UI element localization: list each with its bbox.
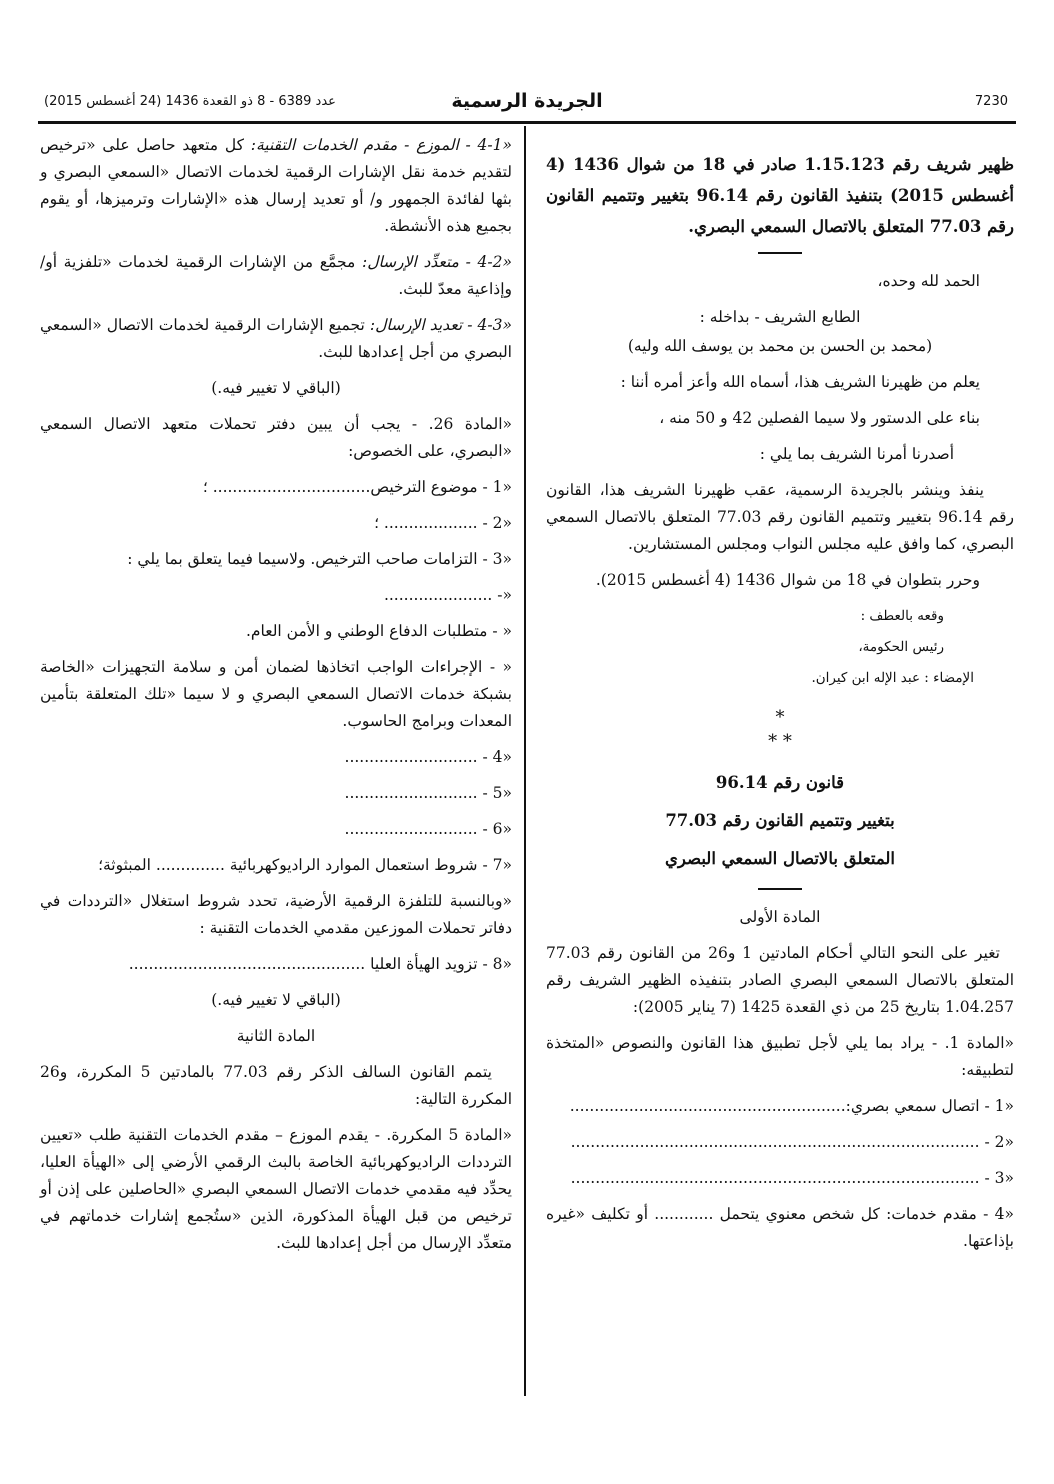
definition-4-2 (40, 249, 512, 303)
definition-4-2-label: «4-2 - متعدِّد الإرسال: (361, 253, 512, 271)
head-of-government: رئيس الحكومة، (858, 638, 944, 655)
left-column (40, 132, 512, 1266)
law-amend: بتغيير وتتميم القانون رقم 77.03 (665, 810, 895, 830)
separator-stars: * * (768, 730, 792, 752)
seal-name: (محمد بن الحسن بن محمد بن يوسف الله وليه) (627, 336, 933, 355)
article2-heading: المادة الثانية (236, 1027, 316, 1045)
header-rule (38, 121, 1016, 124)
item-7: «7 - شروط استعمال الموارد الراديوكهربائية .............. المبثوثة؛ (98, 856, 512, 874)
article-26: «المادة 26. - يجب أن يبين دفتر تحملات متعهد الاتصال السمعي «البصري، على الخصوص: (40, 415, 512, 460)
definition-4-3-label: «4-3 - تعديد الإرسال: (369, 316, 512, 334)
law-divider (758, 888, 802, 890)
item-6: «6 - ........................... (344, 820, 512, 838)
seal-line: الطابع الشريف - بداخله : (699, 307, 861, 326)
item-1: «1 - موضوع الترخيص................................ ؛ (202, 478, 512, 496)
basis-line: بناء على الدستور ولا سيما الفصلين 42 و 50 منه ، (659, 408, 980, 427)
article1-intro: تغير على النحو التالي أحكام المادتين 1 و26 من القانون رقم 77.03 المتعلق بالاتصال السمعي البصري الصادر بتنفيذه الظهير الشريف رقم 1.04.257 بتاريخ 25 من ذي القعدة 1425 (7 يناير 2005): (546, 943, 1014, 1016)
decree-line: أصدرنا أمرنا الشريف بما يلي : (759, 444, 954, 463)
item-8: «8 - تزويد الهيأة العليا ................................................ (128, 955, 512, 973)
definition-4-3 (40, 312, 512, 366)
separator-star: * (775, 706, 785, 728)
dahir-title: ظهير شريف رقم 1.15.123 صادر في 18 من شوال 1436 (4 أغسطس 2015) بتنفيذ القانون رقم 96.14 بتغيير وتتميم القانون رقم 77.03 المتعلق بالاتصال السمعي البصري. (546, 154, 1015, 236)
announce-line: يعلم من ظهيرنا الشريف هذا، أسماه الله وأعز أمره أننا : (620, 372, 980, 391)
article-5-bis: «المادة 5 المكررة. - يقدم الموزع – مقدم الخدمات التقنية طلب «تعيين الترددات الراديوكهربائية الخاصة بالبث الرقمي الأرضي إلى «الهيأة العليا، يحدِّد فيه مقدمي خدمات الاتصال السمعي البصري «الحاصلين على إذن أو ترخيص من قبل الهيأة المذكورة، الذين «ستُجمع إشارات خدماتهم في متعدِّد الإرسال من أجل إعدادها للبث. (40, 1126, 512, 1252)
item-3c: « - الإجراءات الواجب اتخاذها لضمان أمن و سلامة التجهيزات «الخاصة بشبكة خدمات الاتصال السمعي البصري و لا سيما «تلك المتعلقة بتأمين المعدات وبرامج الحاسوب. (40, 658, 512, 730)
article1-heading: المادة الأولى (739, 907, 821, 926)
item-3: «3 - التزامات صاحب الترخيص. ولاسيما فيما يتعلق بما يلي : (127, 550, 512, 568)
item-3a: «- ...................... (383, 586, 512, 604)
item-3b: « - متطلبات الدفاع الوطني و الأمن العام. (245, 622, 512, 640)
item-2: «2 - ................... ؛ (374, 514, 512, 532)
publish-paragraph: ينفذ وينشر بالجريدة الرسمية، عقب ظهيرنا الشريف هذا، القانون رقم 96.14 بتغيير وتتميم القانون رقم 77.03 المتعلق بالاتصال السمعي البصري، كما وافق عليه مجلس النواب ومجلس المستشارين. (546, 480, 1014, 553)
article1-quote: «المادة 1. - يراد بما يلي لأجل تطبيق هذا القانون والنصوص «المتخذة لتطبيقه: (546, 1033, 1014, 1079)
item-4: «4 - ........................... (344, 748, 512, 766)
unchanged-note-2: (الباقي لا تغيير فيه.) (211, 991, 341, 1009)
definition-4-1-text: كل متعهد حاصل على «ترخيص لتقديم خدمة نقل الإشارات الرقمية لخدمات الاتصال «السمعي البصري و بثها لفائدة الجمهور و/ أو تعديد إرسال هذه «الإشارات وترميزها، أو يقوم بجميع هذه الأنشطة. (40, 136, 512, 235)
definition-4-2-text: مجمَّع من الإشارات الرقمية لخدمات «تلفزية أو/ وإذاعية معدّ للبث. (40, 253, 512, 298)
title-divider (758, 252, 802, 254)
unchanged-note-1: (الباقي لا تغيير فيه.) (211, 379, 341, 397)
issue-info: عدد 6389 - 8 ذو القعدة 1436 (24 أغسطس 2015) (44, 94, 336, 109)
done-at: وحرر بتطوان في 18 من شوال 1436 (4 أغسطس 2015). (595, 570, 980, 589)
definition-4-3-text: تجميع الإشارات الرقمية لخدمات الاتصال «السمعي البصري من أجل إعدادها للبث. (40, 316, 512, 361)
gazette-title: الجريدة الرسمية (451, 90, 603, 112)
right-column (546, 132, 1014, 1264)
definition-4-1-label: «4-1 - الموزع - مقدم الخدمات التقنية: (250, 136, 512, 154)
countersign: وقعه بالعطف : (860, 607, 944, 624)
page-header (40, 90, 1014, 120)
item-5: «5 - ........................... (344, 784, 512, 802)
law-subject: المتعلق بالاتصال السمعي البصري (665, 848, 895, 868)
definition-4: «4 - مقدم خدمات: كل شخص معنوي يتحمل ............ أو تكليف «غيره بإذاعتها. (546, 1204, 1014, 1250)
signature: الإمضاء : عبد الإله ابن كيران. (811, 669, 974, 686)
praise-line: الحمد لله وحده، (877, 271, 980, 290)
page-number: 7230 (974, 94, 1008, 109)
definition-2: «2 - ................................................................................... (570, 1132, 1014, 1151)
definition-4-1 (40, 132, 512, 240)
definition-1: «1 - اتصال سمعي بصري:........................................................ (569, 1096, 1014, 1115)
definition-3: «3 - ................................................................................... (570, 1168, 1014, 1187)
article2-intro: يتمم القانون السالف الذكر رقم 77.03 بالمادتين 5 المكررة، و26 المكررة التالية: (40, 1063, 512, 1108)
item-7b: «وبالنسبة للتلفزة الرقمية الأرضية، تحدد شروط استغلال «الترددات في دفاتر تحملات الموزعين مقدمي الخدمات التقنية : (40, 892, 512, 937)
law-number: قانون رقم 96.14 (715, 772, 845, 792)
column-divider (524, 126, 526, 1396)
